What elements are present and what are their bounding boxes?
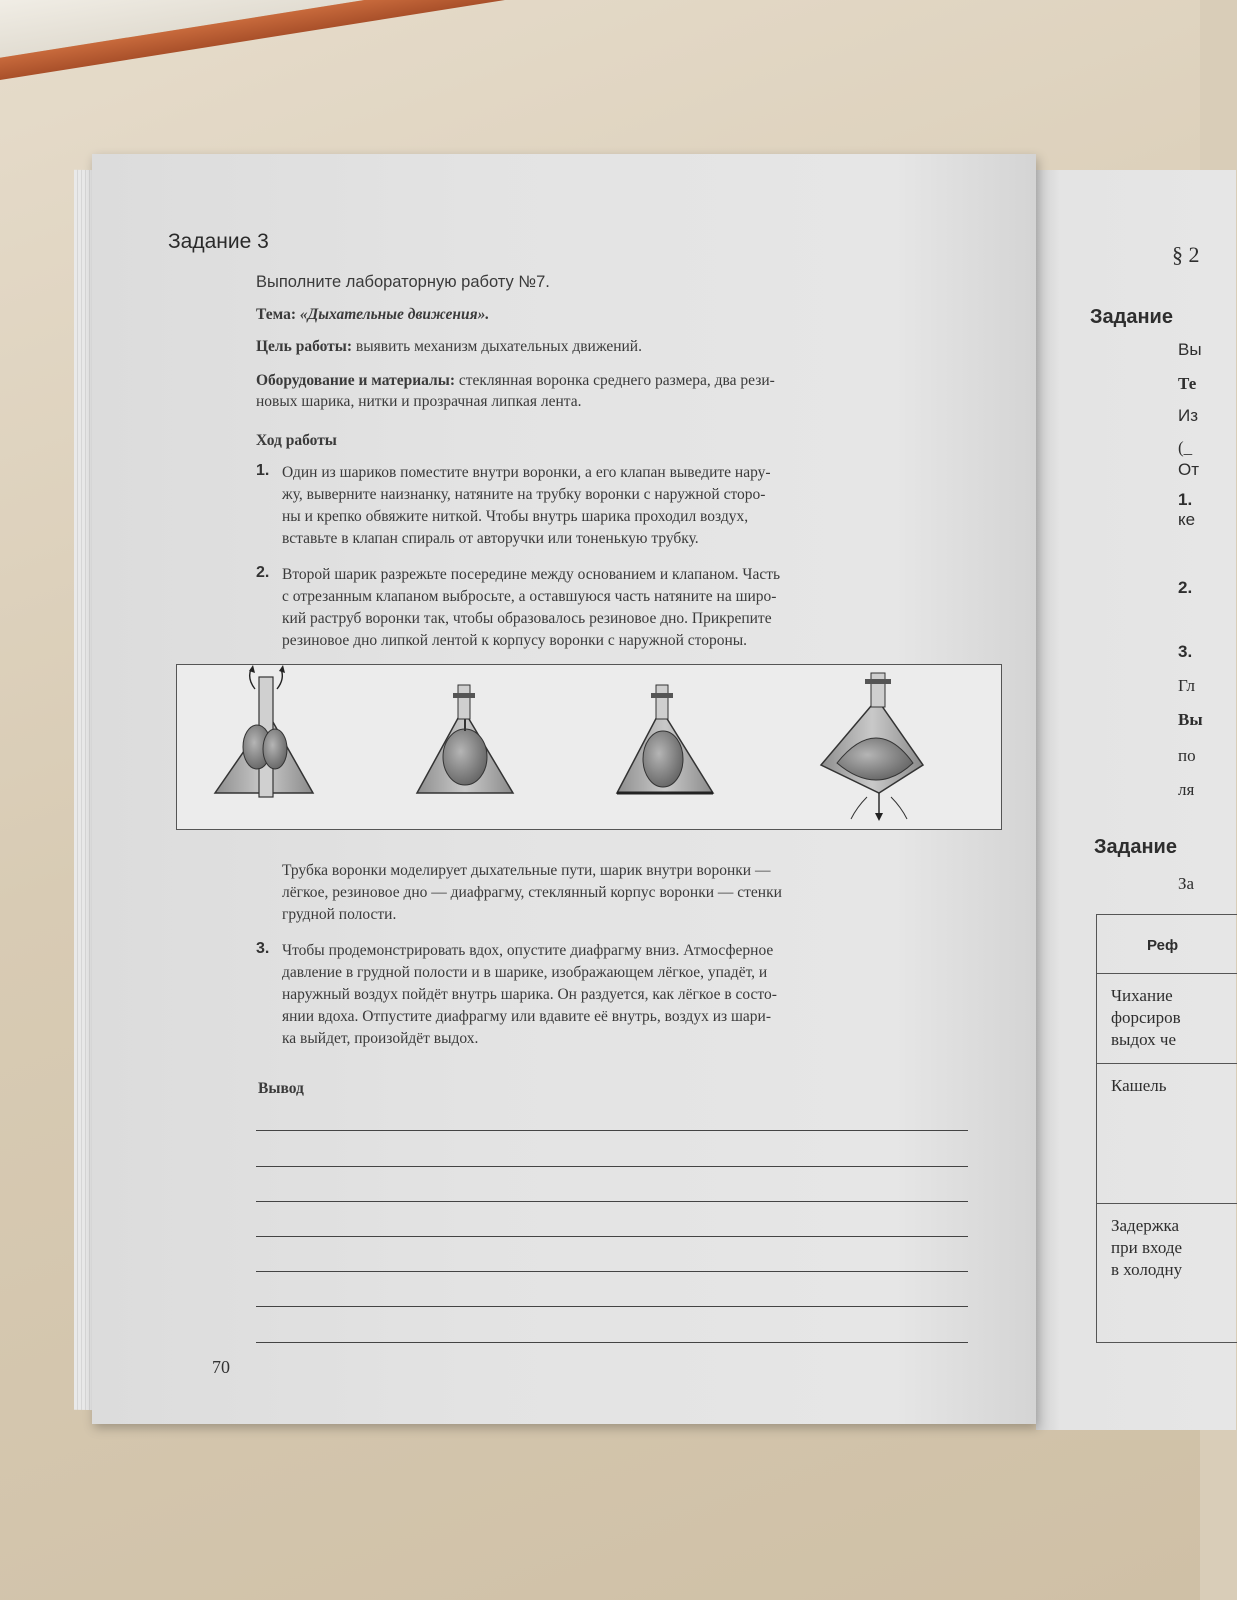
table-cell: выдох че [1111,1030,1177,1049]
right-section-mark: § 2 [1172,242,1200,267]
conclusion-heading: Вывод [258,1080,304,1097]
table-cell: форсиров [1111,1008,1181,1027]
table-cell: Чихание [1111,986,1173,1005]
right-line: От [1178,460,1200,479]
step-2-line: резиновое дно липкой лентой к корпусу воронки с наружной стороны. [282,632,748,649]
right-line: 2. [1178,578,1193,597]
funnel-1-icon [215,665,313,797]
right-line: (_ [1178,438,1193,457]
table-cell: Задержка [1111,1216,1180,1235]
table-cell: в холодну [1111,1260,1183,1279]
model-note-line: лёгкое, резиновое дно — диафрагму, стеклянный корпус воронки — стенки [282,884,782,901]
right-line: Гл [1178,676,1196,695]
equipment-line-2: новых шарика, нитки и прозрачная липкая лента. [256,393,582,410]
table-row [1097,973,1237,1049]
step-2-line: с отрезанным клапаном выбросьте, а оставшуюся часть натяните на широ- [282,588,777,605]
answer-line[interactable] [256,1342,968,1343]
goal-label: Цель работы: [256,338,353,355]
step-2-number: 2. [256,564,270,581]
step-3-number: 3. [256,940,270,957]
right-task2-title: Задание [1094,836,1177,858]
funnel-4-icon [821,673,923,821]
step-2-line: кий раструб воронки так, чтобы образовалось резиновое дно. Прикрепите [282,610,772,627]
right-task-title: Задание [1090,306,1173,328]
answer-line[interactable] [256,1130,968,1131]
right-line: ке [1178,510,1196,529]
step-1-line: Один из шариков поместите внутри воронки, а его клапан выведите нару- [282,464,771,481]
topic-label: Тема: [256,306,296,323]
table-cell: при входе [1111,1238,1183,1257]
funnel-2-icon [417,685,513,793]
reflex-table [1096,914,1237,1343]
right-line: Те [1178,374,1197,393]
step-1-line: вставьте в клапан спираль от авторучки или тоненькую трубку. [282,530,699,547]
answer-line[interactable] [256,1306,968,1307]
page-number: 70 [212,1357,230,1377]
procedure-heading: Ход работы [256,432,337,449]
right-task2-line: За [1178,874,1195,893]
table-row [1097,1063,1237,1095]
step-3-line: наружный воздух пойдёт внутрь шарика. Он раздуется, как лёгкое в состо- [282,986,777,1003]
goal-value: выявить механизм дыхательных движений. [352,338,642,355]
right-line: ля [1178,780,1195,799]
right-line: Вы [1178,710,1203,729]
right-line: 3. [1178,642,1193,661]
step-3-line: янии вдоха. Отпустите диафрагму или вдавите её внутрь, воздух из шари- [282,1008,772,1025]
right-line: Вы [1178,340,1202,359]
table-cell: Кашель [1111,1076,1167,1095]
task-intro: Выполните лабораторную работу №7. [256,273,550,291]
step-1-line: ны и крепко обвяжите ниткой. Чтобы внутрь шарика проходил воздух, [282,508,749,525]
step-2-line: Второй шарик разрежьте посередине между основанием и клапаном. Часть [282,566,781,583]
table-header: Реф [1147,937,1179,954]
funnel-illustrations [177,665,1001,829]
answer-line[interactable] [256,1271,968,1272]
step-3-line: Чтобы продемонстрировать вдох, опустите диафрагму вниз. Атмосферное [282,942,774,959]
lung-model-figure [176,664,1002,830]
step-3-line: давление в грудной полости и в шарике, изображающем лёгкое, упадёт, и [282,964,768,981]
model-note-line: Трубка воронки моделирует дыхательные пути, шарик внутри воронки — [282,862,771,879]
table-row [1097,1203,1237,1279]
topic-value: «Дыхательные движения». [299,306,490,323]
equipment-value-1: стеклянная воронка среднего размера, два рези- [454,372,775,389]
answer-line[interactable] [256,1166,968,1167]
step-1-number: 1. [256,462,270,479]
goal-line [256,336,642,358]
right-line: 1. [1178,490,1193,509]
right-line: Из [1178,406,1199,425]
equipment-line-1 [256,370,775,392]
model-note-line: грудной полости. [282,906,397,923]
equipment-label: Оборудование и материалы: [256,372,455,389]
topic-line [256,304,489,326]
step-1-line: жу, выверните наизнанку, натяните на трубку воронки с наружной сторо- [282,486,766,503]
step-3-line: ка выйдет, произойдёт выдох. [282,1030,479,1047]
funnel-3-icon [617,685,713,793]
task-title: Задание 3 [168,230,269,253]
right-line: по [1178,746,1196,765]
answer-line[interactable] [256,1236,968,1237]
answer-line[interactable] [256,1201,968,1202]
